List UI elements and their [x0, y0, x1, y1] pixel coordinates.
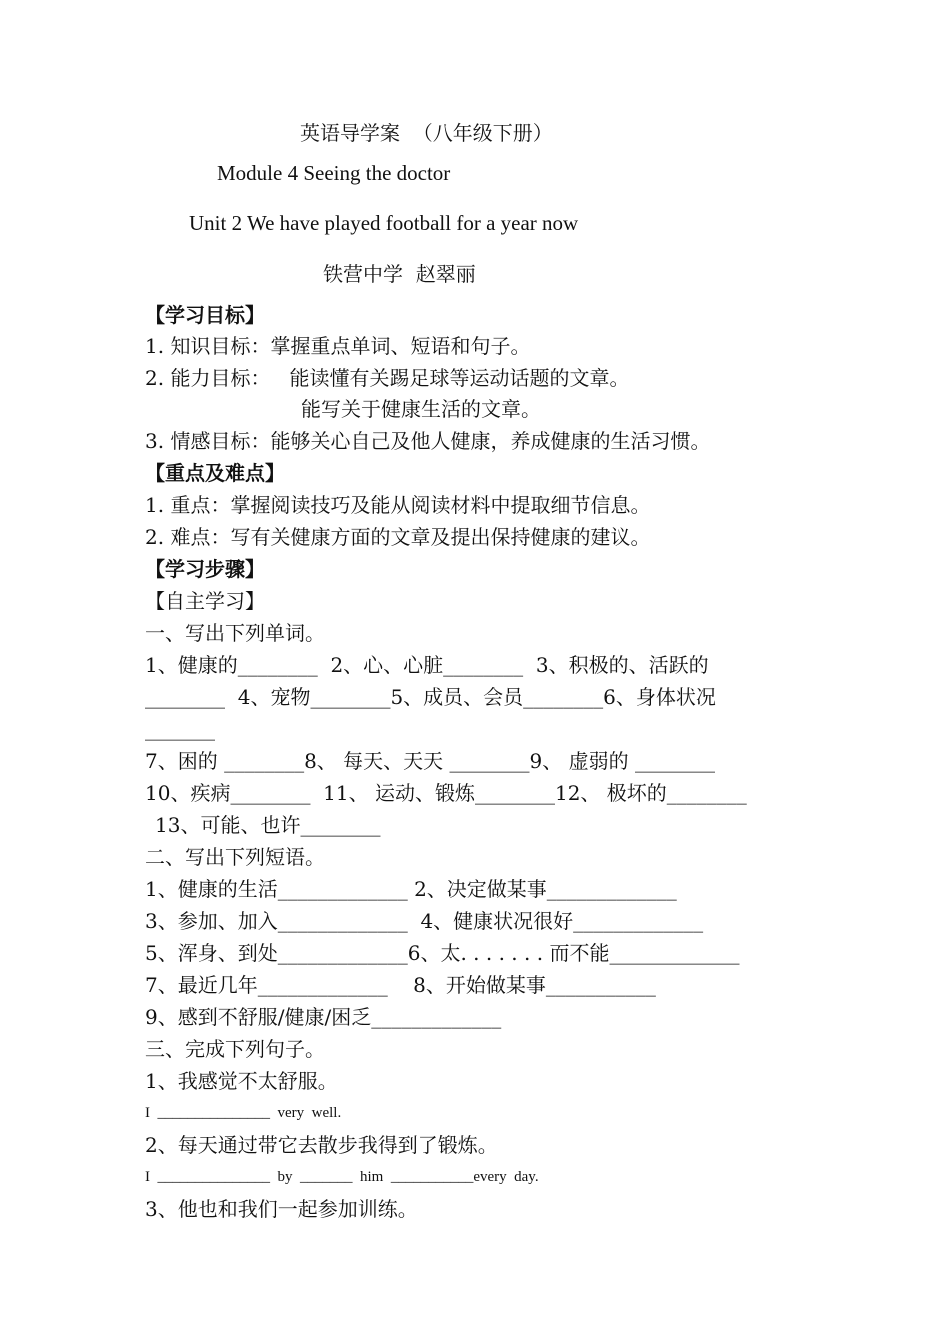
phrases-heading: 二、写出下列短语。 [145, 845, 325, 869]
phrases-line-3: 5、浑身、到处_____________6、太. . . . . . . 而不能_____________ [145, 941, 740, 965]
words-line-6: 13、可能、也许________ [155, 813, 381, 837]
goal-knowledge: 1. 知识目标：掌握重点单词、短语和句子。 [145, 334, 531, 358]
sentence-3-prompt: 3、他也和我们一起参加训练。 [145, 1197, 418, 1221]
phrases-line-1: 1、健康的生活_____________ 2、决定做某事_____________ [145, 877, 677, 901]
phrases-line-4: 7、最近几年_____________ 8、开始做某事___________ [145, 973, 656, 997]
words-line-2: ________ 4、宠物________5、成员、会员________6、身体状况 [145, 685, 716, 709]
author: 铁营中学 赵翠丽 [323, 262, 476, 286]
goal-ability-cont: 能写关于健康生活的文章。 [301, 397, 541, 421]
words-line-4: 7、困的 ________8、 每天、天天 ________9、 虚弱的 ________ [145, 749, 715, 773]
goal-ability: 2. 能力目标： 能读懂有关踢足球等运动话题的文章。 [145, 366, 630, 390]
words-line-5: 10、疾病________ 11、 运动、锻炼________12、 极坏的________ [145, 781, 747, 805]
goal-emotion: 3. 情感目标：能够关心自己及他人健康，养成健康的生活习惯。 [145, 429, 711, 453]
phrases-line-5: 9、感到不舒服/健康/困乏_____________ [145, 1005, 502, 1029]
unit-title: Unit 2 We have played football for a year now [189, 211, 579, 235]
steps-heading: 【学习步骤】 [145, 557, 265, 581]
goals-heading: 【学习目标】 [145, 303, 265, 327]
words-line-1: 1、健康的________ 2、心、心脏________ 3、积极的、活跃的 [145, 653, 709, 677]
sentence-1-prompt: 1、我感觉不太舒服。 [145, 1069, 338, 1093]
keypoint-focus: 1. 重点：掌握阅读技巧及能从阅读材料中提取细节信息。 [145, 493, 651, 517]
words-heading: 一、写出下列单词。 [145, 621, 325, 645]
sentence-1-answer: I _______________ very well. [145, 1105, 342, 1121]
keypoint-difficulty: 2. 难点：写有关健康方面的文章及提出保持健康的建议。 [145, 525, 651, 549]
keypoints-heading: 【重点及难点】 [145, 461, 285, 485]
phrases-line-2: 3、参加、加入_____________ 4、健康状况很好_____________ [145, 909, 704, 933]
sentences-heading: 三、完成下列句子。 [145, 1037, 325, 1061]
sentence-2-answer: I _______________ by _______ him ___________every day. [145, 1169, 539, 1185]
sentence-2-prompt: 2、每天通过带它去散步我得到了锻炼。 [145, 1133, 498, 1157]
self-study-heading: 【自主学习】 [145, 589, 265, 613]
module-title: Module 4 Seeing the doctor [217, 161, 451, 185]
words-line-3: _______ [145, 717, 215, 741]
doc-title: 英语导学案 （八年级下册） [300, 121, 553, 145]
